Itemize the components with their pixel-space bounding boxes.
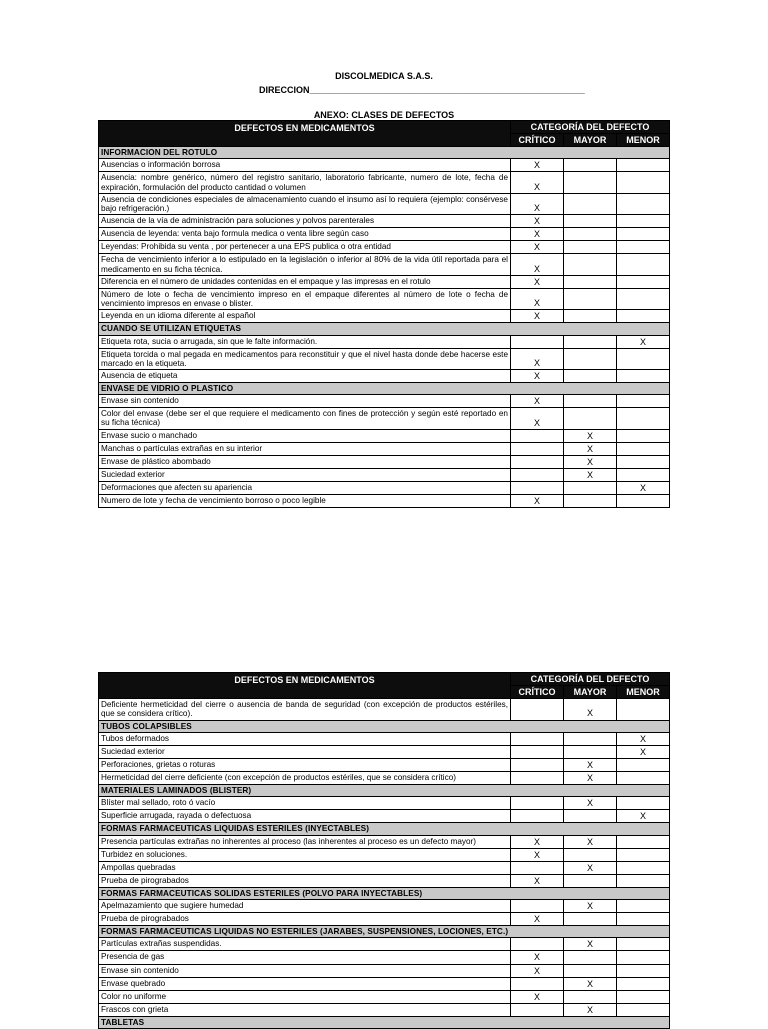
mark-menor [617, 495, 670, 508]
defect-row [99, 699, 670, 720]
mark-menor [617, 172, 670, 193]
mark-critico [511, 481, 564, 494]
defect-row [99, 228, 670, 241]
defect-description: Ampollas quebradas [99, 861, 511, 874]
header-category: CATEGORÍA DEL DEFECTO [511, 121, 670, 134]
defect-description: Diferencia en el número de unidades contenidas en el empaque y las impresas en el rotulo [99, 275, 511, 288]
defect-row [99, 442, 670, 455]
mark-critico: X [511, 254, 564, 275]
section-row [99, 823, 670, 835]
mark-mayor: X [564, 797, 617, 810]
defect-row [99, 468, 670, 481]
mark-menor [617, 369, 670, 382]
defect-description: Envase quebrado [99, 977, 511, 990]
mark-menor [617, 241, 670, 254]
mark-menor [617, 964, 670, 977]
company-name: DISCOLMEDICA S.A.S. [335, 71, 433, 81]
mark-mayor [564, 732, 617, 745]
defect-row [99, 215, 670, 228]
mark-critico [511, 468, 564, 481]
defect-row [99, 288, 670, 309]
defect-row [99, 310, 670, 323]
mark-mayor [564, 395, 617, 408]
defect-description: Deficiente hermeticidad del cierre o ausencia de banda de seguridad (con excepción de productos estériles, que se considera crítico). [99, 699, 511, 720]
defect-description: Color no uniforme [99, 990, 511, 1003]
mark-critico [511, 771, 564, 784]
defect-row [99, 848, 670, 861]
mark-menor: X [617, 745, 670, 758]
mark-mayor [564, 335, 617, 348]
mark-menor [617, 215, 670, 228]
mark-mayor: X [564, 771, 617, 784]
section-row [99, 785, 670, 797]
mark-critico [511, 732, 564, 745]
mark-critico: X [511, 369, 564, 382]
defect-row [99, 900, 670, 913]
header-critico: CRÍTICO [511, 134, 564, 147]
mark-menor [617, 977, 670, 990]
mark-critico: X [511, 395, 564, 408]
mark-menor [617, 310, 670, 323]
mark-menor [617, 408, 670, 429]
mark-critico: X [511, 408, 564, 429]
mark-mayor [564, 241, 617, 254]
section-row [99, 887, 670, 899]
mark-critico: X [511, 835, 564, 848]
mark-critico [511, 861, 564, 874]
defect-description: Prueba de pirograbados [99, 874, 511, 887]
mark-menor [617, 429, 670, 442]
mark-mayor: X [564, 900, 617, 913]
defect-description: Ausencia: nombre genérico, número del registro sanitario, laboratorio fabricante, numero de lote, fecha de expiración, formulación del producto cantidad o volumen [99, 172, 511, 193]
mark-menor [617, 913, 670, 926]
defect-row [99, 348, 670, 369]
mark-menor [617, 442, 670, 455]
mark-menor [617, 797, 670, 810]
mark-critico [511, 745, 564, 758]
defect-row [99, 874, 670, 887]
mark-menor [617, 848, 670, 861]
defect-description: Tubos deformados [99, 732, 511, 745]
mark-critico: X [511, 495, 564, 508]
header-critico: CRÍTICO [511, 686, 564, 699]
defect-row [99, 758, 670, 771]
mark-menor [617, 758, 670, 771]
defect-description: Presencia de gas [99, 951, 511, 964]
mark-mayor [564, 874, 617, 887]
defect-description: Envase sin contenido [99, 964, 511, 977]
mark-mayor [564, 990, 617, 1003]
mark-critico [511, 442, 564, 455]
defect-description: Superficie arrugada, rayada o defectuosa [99, 810, 511, 823]
mark-menor [617, 193, 670, 214]
table-header-row [99, 673, 670, 686]
defect-description: Prueba de pirograbados [99, 913, 511, 926]
defect-description: Partículas extrañas suspendidas. [99, 938, 511, 951]
defects-table-1 [98, 120, 670, 508]
defect-description: Apelmazamiento que sugiere humedad [99, 900, 511, 913]
defect-row [99, 159, 670, 172]
section-label: TUBOS COLAPSIBLES [99, 720, 670, 732]
section-label: CUANDO SE UTILIZAN ETIQUETAS [99, 323, 670, 335]
defect-row [99, 835, 670, 848]
mark-mayor [564, 215, 617, 228]
header-menor: MENOR [617, 134, 670, 147]
mark-menor [617, 228, 670, 241]
section-label: TABLETAS [99, 1016, 670, 1028]
mark-mayor [564, 481, 617, 494]
section-row [99, 323, 670, 335]
mark-menor [617, 254, 670, 275]
annex-title: ANEXO: CLASES DE DEFECTOS [313, 110, 455, 120]
defect-description: Numero de lote y fecha de vencimiento borroso o poco legible [99, 495, 511, 508]
mark-menor [617, 874, 670, 887]
mark-mayor [564, 172, 617, 193]
section-label: ENVASE DE VIDRIO O PLASTICO [99, 383, 670, 395]
mark-mayor [564, 745, 617, 758]
section-row [99, 720, 670, 732]
mark-mayor [564, 369, 617, 382]
mark-menor: X [617, 732, 670, 745]
mark-critico [511, 455, 564, 468]
mark-critico: X [511, 913, 564, 926]
mark-mayor [564, 288, 617, 309]
defect-row [99, 990, 670, 1003]
mark-mayor [564, 193, 617, 214]
defect-row [99, 1003, 670, 1016]
section-row [99, 383, 670, 395]
mark-critico: X [511, 215, 564, 228]
defect-row [99, 335, 670, 348]
defect-row [99, 861, 670, 874]
mark-mayor: X [564, 758, 617, 771]
defect-description: Frascos con grieta [99, 1003, 511, 1016]
defect-row [99, 938, 670, 951]
defect-description: Color del envase (debe ser el que requiere el medicamento con fines de protección y según esté reportado en su ficha técnica) [99, 408, 511, 429]
defect-description: Ausencia de condiciones especiales de almacenamiento cuando el insumo así lo requiera (ejemplo: consérvese bajo refrigeración.) [99, 193, 511, 214]
defect-row [99, 481, 670, 494]
direccion-line: DIRECCION_______________________________________________________ [259, 85, 585, 95]
mark-critico: X [511, 348, 564, 369]
mark-critico: X [511, 228, 564, 241]
defect-description: Turbidez en soluciones. [99, 848, 511, 861]
mark-critico [511, 797, 564, 810]
mark-critico [511, 1003, 564, 1016]
defect-description: Etiqueta rota, sucia o arrugada, sin que le falte información. [99, 335, 511, 348]
header-category: CATEGORÍA DEL DEFECTO [511, 673, 670, 686]
defect-row [99, 771, 670, 784]
defect-row [99, 241, 670, 254]
mark-mayor [564, 964, 617, 977]
mark-mayor [564, 951, 617, 964]
mark-mayor [564, 348, 617, 369]
mark-menor [617, 699, 670, 720]
mark-critico: X [511, 159, 564, 172]
defect-row [99, 193, 670, 214]
defect-description: Leyendas: Prohibida su venta , por pertenecer a una EPS publica o otra entidad [99, 241, 511, 254]
section-row [99, 926, 670, 938]
mark-critico: X [511, 172, 564, 193]
mark-mayor [564, 310, 617, 323]
header-defects: DEFECTOS EN MEDICAMENTOS [99, 673, 511, 699]
defect-description: Presencia partículas extrañas no inherentes al proceso (las inherentes al proceso es un defecto mayor) [99, 835, 511, 848]
mark-mayor: X [564, 468, 617, 481]
defect-row [99, 254, 670, 275]
mark-menor [617, 455, 670, 468]
defect-description: Suciedad exterior [99, 745, 511, 758]
defect-description: Envase sucio o manchado [99, 429, 511, 442]
mark-mayor: X [564, 835, 617, 848]
mark-mayor: X [564, 699, 617, 720]
mark-menor [617, 771, 670, 784]
mark-critico [511, 900, 564, 913]
mark-critico: X [511, 275, 564, 288]
mark-menor [617, 1003, 670, 1016]
defect-row [99, 429, 670, 442]
mark-mayor [564, 408, 617, 429]
mark-mayor [564, 810, 617, 823]
header-defects: DEFECTOS EN MEDICAMENTOS [99, 121, 511, 147]
mark-mayor: X [564, 1003, 617, 1016]
mark-critico [511, 699, 564, 720]
mark-critico: X [511, 241, 564, 254]
mark-menor [617, 835, 670, 848]
mark-mayor: X [564, 455, 617, 468]
defect-description: Perforaciones, grietas o roturas [99, 758, 511, 771]
section-label: INFORMACION DEL ROTULO [99, 147, 670, 159]
defect-row [99, 745, 670, 758]
mark-menor [617, 468, 670, 481]
mark-menor [617, 159, 670, 172]
mark-menor [617, 288, 670, 309]
table-header-row [99, 121, 670, 134]
mark-mayor [564, 275, 617, 288]
defect-row [99, 913, 670, 926]
defect-row [99, 977, 670, 990]
defect-description: Leyenda en un idioma diferente al español [99, 310, 511, 323]
mark-mayor [564, 254, 617, 275]
mark-menor [617, 348, 670, 369]
mark-menor [617, 990, 670, 1003]
defect-description: Manchas o partículas extrañas en su interior [99, 442, 511, 455]
mark-mayor: X [564, 442, 617, 455]
defect-description: Ausencia de etiqueta [99, 369, 511, 382]
header-mayor: MAYOR [564, 686, 617, 699]
mark-menor: X [617, 335, 670, 348]
mark-menor: X [617, 810, 670, 823]
defect-description: Número de lote o fecha de vencimiento impreso en el empaque diferentes al número de lote o fecha de vencimiento impresos en envase o blister. [99, 288, 511, 309]
mark-critico [511, 938, 564, 951]
defect-row [99, 408, 670, 429]
mark-menor [617, 395, 670, 408]
defect-description: Suciedad exterior [99, 468, 511, 481]
mark-critico [511, 335, 564, 348]
mark-mayor [564, 228, 617, 241]
defect-row [99, 732, 670, 745]
mark-critico: X [511, 310, 564, 323]
mark-mayor [564, 913, 617, 926]
mark-mayor: X [564, 938, 617, 951]
defect-row [99, 964, 670, 977]
header-menor: MENOR [617, 686, 670, 699]
defect-description: Ausencia de leyenda: venta bajo formula medica o venta libre según caso [99, 228, 511, 241]
mark-menor [617, 938, 670, 951]
mark-mayor [564, 848, 617, 861]
mark-critico [511, 810, 564, 823]
defect-row [99, 275, 670, 288]
defect-description: Etiqueta torcida o mal pegada en medicamentos para reconstituir y que el nivel hasta donde debe hacerse este marcado en la etiqueta. [99, 348, 511, 369]
mark-mayor [564, 495, 617, 508]
defect-description: Fecha de vencimiento inferior a lo estipulado en la legislación o inferior al 80% de la vida útil reportada para el medicamento en su ficha técnica. [99, 254, 511, 275]
defect-row [99, 172, 670, 193]
defect-description: Blíster mal sellado, roto ó vacío [99, 797, 511, 810]
mark-menor [617, 861, 670, 874]
defect-row [99, 369, 670, 382]
mark-critico [511, 758, 564, 771]
defects-table-2 [98, 672, 670, 1029]
section-label: FORMAS FARMACEUTICAS LIQUIDAS ESTERILES (INYECTABLES) [99, 823, 670, 835]
defect-row [99, 395, 670, 408]
section-row [99, 147, 670, 159]
defect-row [99, 797, 670, 810]
header-mayor: MAYOR [564, 134, 617, 147]
section-row [99, 1016, 670, 1028]
section-label: MATERIALES LAMINADOS (BLISTER) [99, 785, 670, 797]
mark-menor [617, 951, 670, 964]
defect-description: Ausencias o información borrosa [99, 159, 511, 172]
mark-critico: X [511, 193, 564, 214]
mark-menor [617, 275, 670, 288]
defect-description: Envase de plástico abombado [99, 455, 511, 468]
defect-row [99, 495, 670, 508]
defect-description: Hermeticidad del cierre deficiente (con excepción de productos estériles, que se considera crítico) [99, 771, 511, 784]
section-label: FORMAS FARMACEUTICAS LIQUIDAS NO ESTERILES (JARABES, SUSPENSIONES, LOCIONES, ETC.) [99, 926, 670, 938]
defect-description: Envase sin contenido [99, 395, 511, 408]
defect-description: Ausencia de la vía de administración para soluciones y polvos parenterales [99, 215, 511, 228]
mark-critico [511, 429, 564, 442]
defect-row [99, 810, 670, 823]
mark-critico: X [511, 990, 564, 1003]
mark-mayor: X [564, 861, 617, 874]
mark-critico: X [511, 288, 564, 309]
defect-row [99, 455, 670, 468]
mark-mayor [564, 159, 617, 172]
section-label: FORMAS FARMACEUTICAS SOLIDAS ESTERILES (POLVO PARA INYECTABLES) [99, 887, 670, 899]
mark-mayor: X [564, 429, 617, 442]
mark-menor: X [617, 481, 670, 494]
mark-menor [617, 900, 670, 913]
defect-row [99, 951, 670, 964]
mark-critico [511, 977, 564, 990]
mark-critico: X [511, 848, 564, 861]
mark-critico: X [511, 874, 564, 887]
mark-critico: X [511, 964, 564, 977]
mark-critico: X [511, 951, 564, 964]
mark-mayor: X [564, 977, 617, 990]
defect-description: Deformaciones que afecten su apariencia [99, 481, 511, 494]
